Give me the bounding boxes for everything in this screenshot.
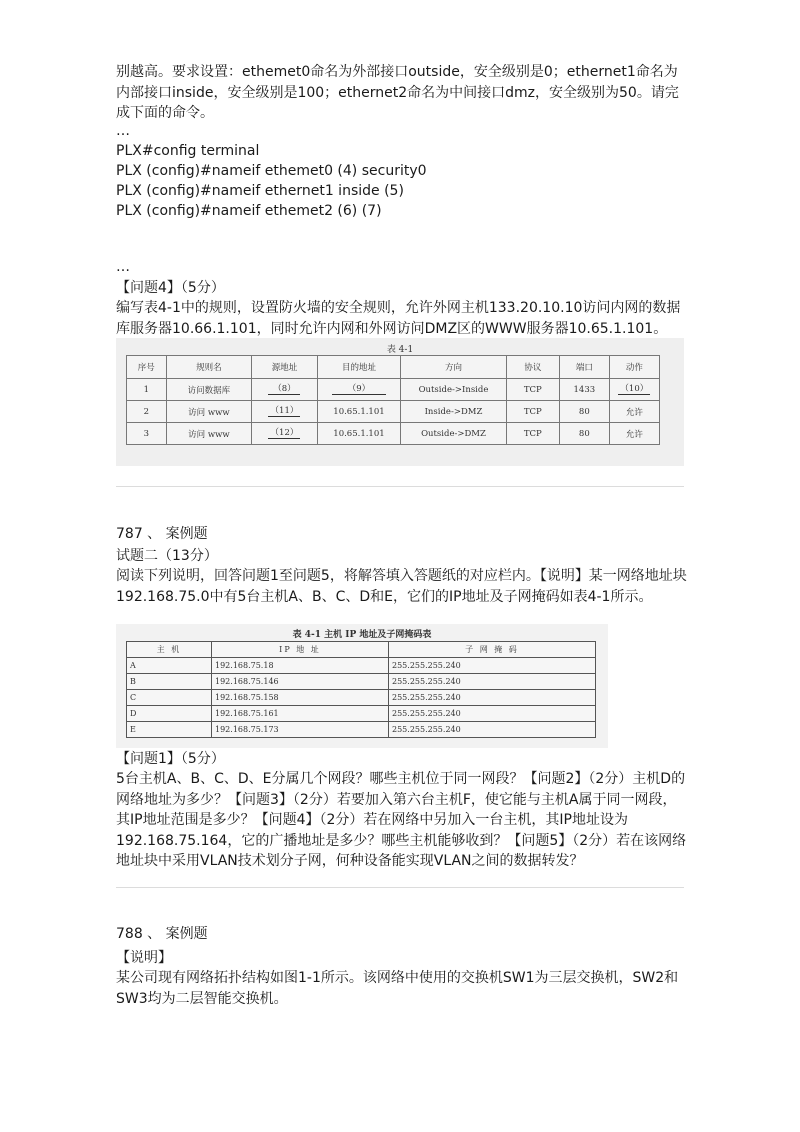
table-row xyxy=(127,674,596,690)
table-cell xyxy=(252,379,317,401)
table-cell xyxy=(252,423,317,445)
host-ip-table xyxy=(126,641,596,738)
table-cell: D xyxy=(127,706,212,722)
table-cell: 1 xyxy=(127,379,167,401)
table-cell: Outside->DMZ xyxy=(401,423,506,445)
answer-blank: （12） xyxy=(268,428,300,439)
column-header: 端口 xyxy=(559,356,609,379)
table-cell: 80 xyxy=(559,423,609,445)
table-row xyxy=(127,722,596,738)
question1-heading: 【问题1】（5分） xyxy=(116,751,225,767)
table-cell: 255.255.255.240 xyxy=(389,690,596,706)
answer-blank: （8） xyxy=(268,384,300,395)
code-line: PLX#config terminal xyxy=(116,143,260,159)
column-header: 子 网 掩 码 xyxy=(389,642,596,658)
column-header: 序号 xyxy=(127,356,167,379)
column-header: 主 机 xyxy=(127,642,212,658)
table-header-row xyxy=(127,356,660,379)
table-row xyxy=(127,423,660,445)
question-title: 787 、 案例题 xyxy=(116,526,208,542)
table-header-row xyxy=(127,642,596,658)
column-header: 目的地址 xyxy=(317,356,401,379)
question-intro: 阅读下列说明，回答问题1至问题5，将解答填入答题纸的对应栏内。【说明】某一网络地址块192.168.75.0中有5台主机A、B、C、D和E，它们的IP地址及子网掩码如表4-1所示。 xyxy=(116,568,687,605)
explanation-heading: 【说明】 xyxy=(116,950,172,966)
table-row xyxy=(127,401,660,423)
table-cell: 80 xyxy=(559,401,609,423)
column-header: 动作 xyxy=(609,356,659,379)
table-caption: 表 4-1 主机 IP 地址及子网掩码表 xyxy=(292,630,432,640)
table-cell xyxy=(252,401,317,423)
section-divider xyxy=(116,887,684,888)
table-cell: A xyxy=(127,658,212,674)
column-header: 源地址 xyxy=(252,356,317,379)
table-cell: 访问 www xyxy=(166,423,252,445)
question4-heading: 【问题4】（5分） xyxy=(116,280,225,296)
column-header: 方向 xyxy=(401,356,506,379)
table-cell: Outside->Inside xyxy=(401,379,506,401)
explanation-text: 某公司现有网络拓扑结构如图1-1所示。该网络中使用的交换机SW1为三层交换机，SW2和SW3均为二层智能交换机。 xyxy=(116,970,679,1007)
column-header: 协议 xyxy=(506,356,559,379)
table-cell: 1433 xyxy=(559,379,609,401)
section-divider xyxy=(116,486,684,487)
table-cell: 192.168.75.173 xyxy=(212,722,389,738)
question-title: 788 、 案例题 xyxy=(116,926,208,942)
table-cell: TCP xyxy=(506,423,559,445)
questions-text: 5台主机A、B、C、D、E分属几个网段？哪些主机位于同一网段？【问题2】（2分）主机D的网络地址为多少？【问题3】（2分）若要加入第六台主机F，使它能与主机A属于同一网段，其IP地址范围是多少？【问题4】（2分）若在网络中另加入一台主机，其IP地址设为192.168.75.164，它的广播地址是多少？哪些主机能够收到？【问题5】（2分）若在该网络地址块中采用VLAN技术划分子网，何种设备能实现VLAN之间的数据转发？ xyxy=(116,771,687,869)
table-cell: 192.168.75.158 xyxy=(212,690,389,706)
code-line: PLX (config)#nameif ethemet0 (4) security0 xyxy=(116,163,427,179)
table-cell: 255.255.255.240 xyxy=(389,706,596,722)
table-cell: 255.255.255.240 xyxy=(389,658,596,674)
table-row xyxy=(127,690,596,706)
question4-text: 编写表4-1中的规则，设置防火墙的安全规则，允许外网主机133.20.10.10访问内网的数据库服务器10.66.1.101，同时允许内网和外网访问DMZ区的WWW服务器10.65.1.101。 xyxy=(116,300,681,337)
table-row xyxy=(127,379,660,401)
question-subtitle: 试题二（13分） xyxy=(116,548,218,564)
table-cell: B xyxy=(127,674,212,690)
ellipsis: … xyxy=(116,259,130,275)
code-line: PLX (config)#nameif ethemet2 (6) (7) xyxy=(116,203,382,219)
table-cell xyxy=(609,379,659,401)
table-cell: 255.255.255.240 xyxy=(389,722,596,738)
firewall-rules-table xyxy=(126,355,660,445)
table-cell: 10.65.1.101 xyxy=(317,423,401,445)
table-cell: Inside->DMZ xyxy=(401,401,506,423)
code-line: PLX (config)#nameif ethernet1 inside (5) xyxy=(116,183,404,199)
table-cell: 访问 www xyxy=(166,401,252,423)
table-cell xyxy=(317,379,401,401)
column-header: IP 地 址 xyxy=(212,642,389,658)
table-cell: 192.168.75.161 xyxy=(212,706,389,722)
answer-blank: （11） xyxy=(268,406,300,417)
table-cell: 允许 xyxy=(609,423,659,445)
table-row xyxy=(127,706,596,722)
table-cell: 3 xyxy=(127,423,167,445)
table-row xyxy=(127,658,596,674)
table-cell: 255.255.255.240 xyxy=(389,674,596,690)
table-cell: C xyxy=(127,690,212,706)
table-cell: TCP xyxy=(506,379,559,401)
table-cell: TCP xyxy=(506,401,559,423)
table-cell: E xyxy=(127,722,212,738)
table-cell: 10.65.1.101 xyxy=(317,401,401,423)
table-cell: 2 xyxy=(127,401,167,423)
table-caption: 表 4-1 xyxy=(386,345,414,355)
table-cell: 允许 xyxy=(609,401,659,423)
table-cell: 192.168.75.18 xyxy=(212,658,389,674)
column-header: 规则名 xyxy=(166,356,252,379)
ellipsis: … xyxy=(116,123,130,139)
intro-paragraph: 别越高。要求设置：ethemet0命名为外部接口outside，安全级别是0；ethernet1命名为内部接口inside，安全级别是100；ethernet2命名为中间接口dmz，安全级别为50。请完成下面的命令。 xyxy=(116,64,679,121)
answer-blank: （10） xyxy=(618,384,650,395)
answer-blank: （9） xyxy=(332,384,386,395)
table-cell: 192.168.75.146 xyxy=(212,674,389,690)
table-cell: 访问数据库 xyxy=(166,379,252,401)
